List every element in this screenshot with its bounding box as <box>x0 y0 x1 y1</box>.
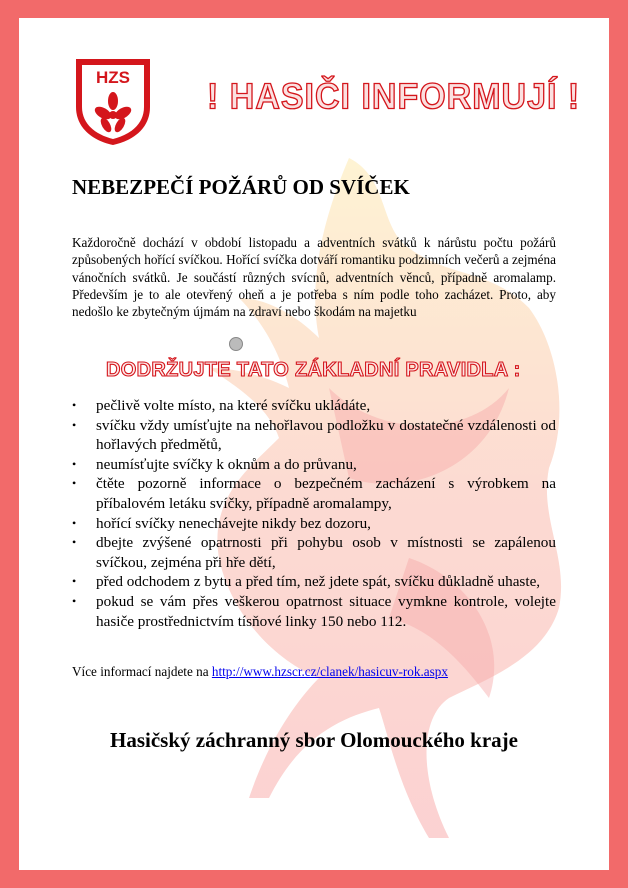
rules-list <box>72 396 556 631</box>
list-item: • pečlivě volte místo, na které svíčku ukládáte, <box>72 397 371 414</box>
bullet-icon: • <box>72 574 77 589</box>
hzs-logo <box>72 55 154 147</box>
page-title: NEBEZPEČÍ POŽÁRŮ OD SVÍČEK <box>72 175 410 199</box>
intro-paragraph: Každoročně dochází v období listopadu a adventních svátků k nárůstu počtu požárů způsobených hořící svíčkou. Hořící svíčka dotváří romantiku podzimních večerů a zejména vánočních svátků. Je součástí různých svícnů, adventních věnců, případně aromalamp. Především je to ale otevřený oheň a je potřeba s ním podle toho zacházet. Proto, aby nedošlo ke zbytečným újmám na zdraví nebo škodám na majetku <box>72 235 556 320</box>
list-item: • před odchodem z bytu a před tím, než jdete spát, svíčku důkladně uhaste, <box>72 573 541 591</box>
bullet-icon: • <box>72 535 77 550</box>
list-item: • hořící svíčky nenechávejte nikdy bez dozoru, <box>72 514 371 532</box>
bullet-icon: • <box>72 476 77 491</box>
bullet-icon: • <box>72 456 77 471</box>
headline: ! HASIČI INFORMUJÍ ! <box>207 77 581 117</box>
bullet-icon: • <box>72 398 77 412</box>
svg-text:HZS: HZS <box>96 68 130 87</box>
more-info-label: Více informací najdete na <box>72 664 212 679</box>
list-item: • pokud se vám přes veškerou opatrnost situace vymkne kontrole, volejte hasiče prostřednictvím tísňové linky 150 nebo 112. <box>72 592 556 630</box>
bullet-icon: • <box>72 593 77 608</box>
list-item: • čtěte pozorně informace o bezpečném zacházení s výrobkem na příbalovém letáku svíčky, případně aromalampy, <box>72 475 556 512</box>
mouse-cursor-icon <box>229 337 243 351</box>
bullet-icon: • <box>72 417 77 432</box>
list-item: • dbejte zvýšené opatrnosti při pohybu osob v místnosti se zapálenou svíčkou, zejména při hře dětí, <box>72 534 556 571</box>
list-item: • svíčku vždy umísťujte na nehořlavou podložku v dostatečné vzdálenosti od hořlavých předmětů, <box>72 416 556 454</box>
rules-heading: DODRŽUJTE TATO ZÁKLADNÍ PRAVIDLA : <box>106 359 521 381</box>
document-page <box>19 18 609 870</box>
footer-org-name: Hasičský záchranný sbor Olomouckého kraje <box>110 728 518 752</box>
more-info-link[interactable]: http://www.hzscr.cz/clanek/hasicuv-rok.aspx <box>211 664 448 679</box>
more-info <box>72 664 448 680</box>
bullet-icon: • <box>72 515 77 530</box>
list-item: • neumísťujte svíčky k oknům a do průvanu, <box>72 455 357 473</box>
